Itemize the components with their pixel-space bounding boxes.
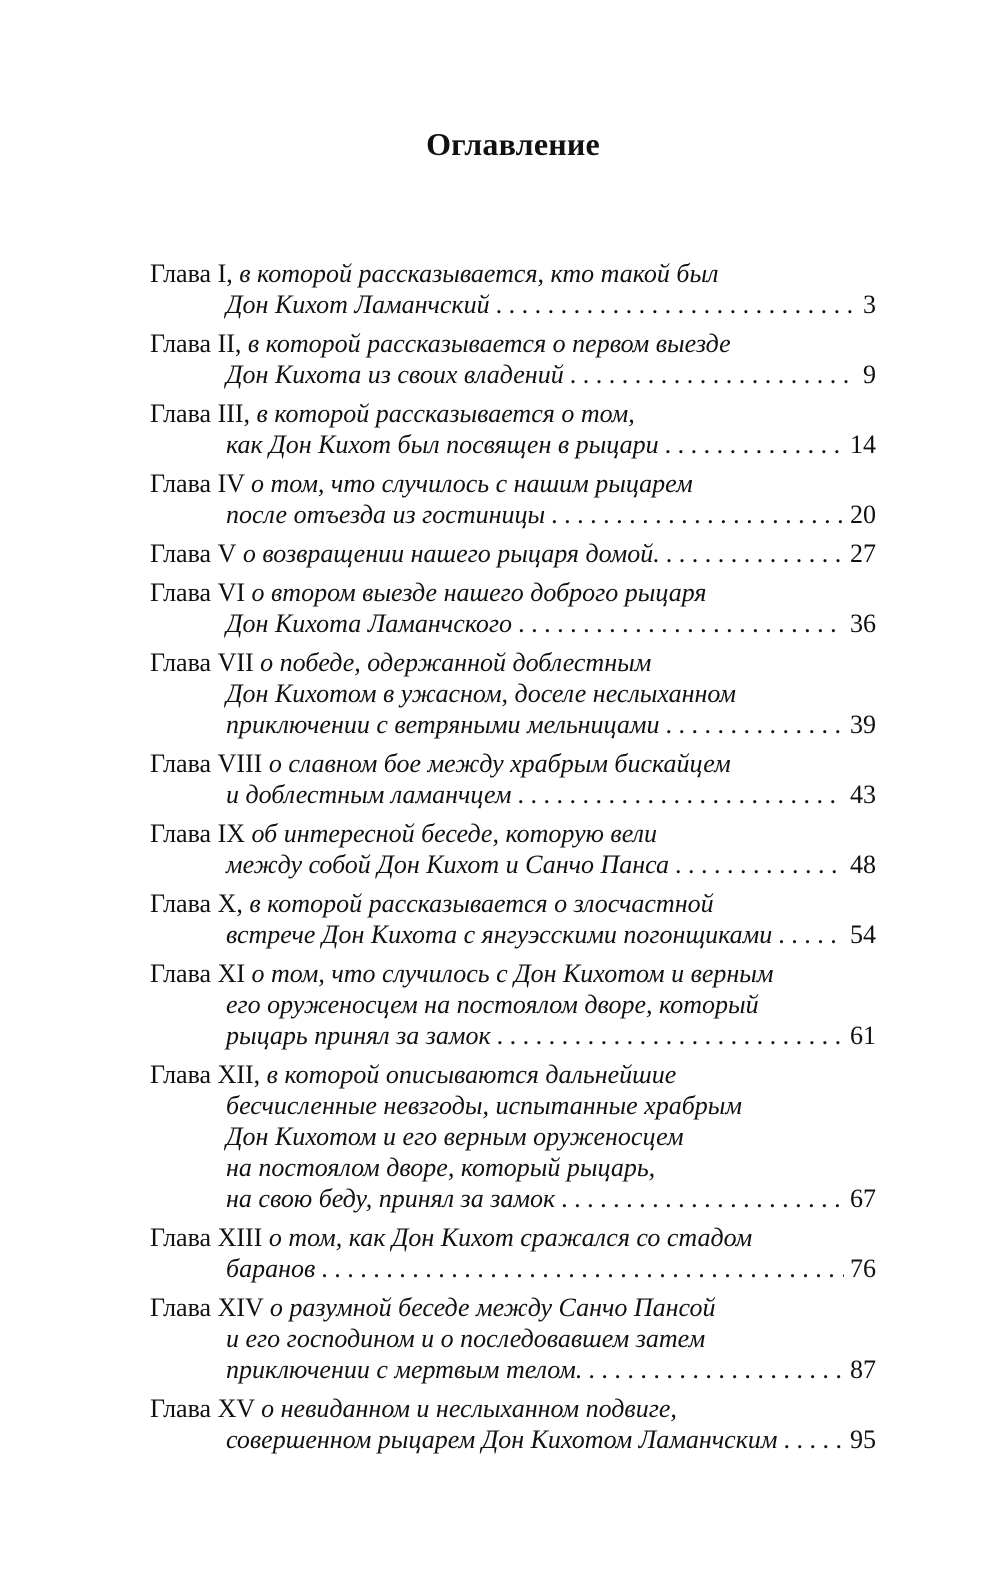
chapter-title-wrap: [226, 1020, 491, 1051]
chapter-title-text: Дон Кихотом и его верным оруженосцем: [226, 1122, 684, 1151]
toc-entry-line: [150, 1090, 876, 1121]
page-number[interactable]: 76: [850, 1254, 876, 1283]
chapter-title-wrap: [226, 1183, 555, 1214]
dot-leader: [772, 919, 844, 950]
chapter-title-wrap: [150, 538, 660, 569]
page-number[interactable]: 54: [850, 920, 876, 949]
chapter-title-text: об интересной беседе, которую вели: [251, 819, 657, 848]
toc-entry[interactable]: [150, 1292, 876, 1385]
chapter-title-text: о победе, одержанной доблестным: [260, 648, 652, 677]
chapter-label: Глава IX: [150, 819, 245, 848]
toc-entry[interactable]: [150, 748, 876, 810]
dot-leader: [512, 608, 844, 639]
dot-leader: [545, 499, 844, 530]
chapter-title-text: совершенном рыцарем Дон Кихотом Ламанчским: [226, 1425, 778, 1454]
dot-leader: [512, 779, 844, 810]
toc-entry-line: [150, 1121, 876, 1152]
chapter-title-text: Дон Кихотом в ужасном, доселе неслыханном: [226, 679, 736, 708]
toc-entry-line: [150, 577, 876, 608]
chapter-label: Глава XIII: [150, 1223, 263, 1252]
toc-entry-line: [150, 958, 876, 989]
chapter-title-wrap: [226, 429, 659, 460]
chapter-title-text: Дон Кихота Ламанчского: [226, 609, 513, 638]
toc-entry[interactable]: [150, 577, 876, 639]
chapter-title-text: приключении с ветряными мельницами: [226, 710, 660, 739]
chapter-title-text: о том, как Дон Кихот сражался со стадом: [268, 1223, 753, 1252]
dot-leader: [490, 289, 857, 320]
page-number[interactable]: 95: [850, 1425, 876, 1454]
chapter-title-text: баранов: [226, 1254, 316, 1283]
page-number[interactable]: 27: [850, 539, 876, 568]
toc-entry-line: [150, 1323, 876, 1354]
dot-leader: [555, 1183, 844, 1214]
toc-entry-last-line: [150, 919, 876, 950]
toc-entry-last-line: [150, 709, 876, 740]
dot-leader: [777, 1424, 844, 1455]
chapter-label: Глава XIV: [150, 1293, 264, 1322]
chapter-title-text: на постоялом дворе, который рыцарь,: [226, 1153, 656, 1182]
chapter-title-wrap: [226, 289, 490, 320]
toc-entry-line: [150, 818, 876, 849]
chapter-title-text: Дон Кихота из своих владений: [226, 360, 564, 389]
chapter-label: Глава V: [150, 539, 237, 568]
toc-entry[interactable]: [150, 1393, 876, 1455]
toc-entry-line: [150, 398, 876, 429]
toc-entry-last-line: [150, 779, 876, 810]
chapter-title-wrap: [226, 1424, 777, 1455]
chapter-title-text: о том, что случилось с Дон Кихотом и верным: [251, 959, 774, 988]
chapter-title-text: как Дон Кихот был посвящен в рыцари: [226, 430, 659, 459]
toc-entry-line: [150, 1393, 876, 1424]
chapter-title-text: и его господином и о последовавшем затем: [226, 1324, 706, 1353]
page-number[interactable]: 87: [850, 1355, 876, 1384]
chapter-label: Глава XII,: [150, 1060, 261, 1089]
toc-entry[interactable]: [150, 538, 876, 569]
page-number[interactable]: 48: [850, 850, 876, 879]
toc-entry[interactable]: [150, 1059, 876, 1214]
chapter-title-wrap: [226, 359, 564, 390]
page-number[interactable]: 20: [850, 500, 876, 529]
chapter-title-text: его оруженосцем на постоялом дворе, который: [226, 990, 759, 1019]
chapter-title-text: бесчисленные невзгоды, испытанные храбрым: [226, 1091, 742, 1120]
chapter-title-text: о разумной беседе между Санчо Пансой: [269, 1293, 716, 1322]
toc-entry-line: [150, 258, 876, 289]
chapter-label: Глава III,: [150, 399, 251, 428]
toc-entry-last-line: [150, 289, 876, 320]
toc-entry[interactable]: [150, 328, 876, 390]
chapter-title-text: в которой рассказывается о первом выезде: [247, 329, 731, 358]
dot-leader: [659, 709, 844, 740]
toc-entry[interactable]: [150, 818, 876, 880]
chapter-title-wrap: [226, 919, 772, 950]
chapter-label: Глава II,: [150, 329, 242, 358]
table-of-contents: [150, 258, 876, 1463]
chapter-label: Глава X,: [150, 889, 243, 918]
toc-entry-last-line: [150, 1354, 876, 1385]
chapter-title-text: в которой описываются дальнейшие: [266, 1060, 677, 1089]
toc-entry[interactable]: [150, 398, 876, 460]
toc-entry-last-line: [150, 849, 876, 880]
chapter-title-text: о славном бое между храбрым бискайцем: [268, 749, 731, 778]
chapter-title-text: приключении с мертвым телом.: [226, 1355, 583, 1384]
toc-entry-line: [150, 678, 876, 709]
dot-leader: [669, 849, 844, 880]
page-number[interactable]: 61: [850, 1021, 876, 1050]
toc-entry[interactable]: [150, 1222, 876, 1284]
toc-entry-last-line: [150, 1424, 876, 1455]
toc-entry[interactable]: [150, 647, 876, 740]
chapter-title-text: на свою беду, принял за замок: [226, 1184, 556, 1213]
toc-entry-last-line: [150, 499, 876, 530]
toc-entry-line: [150, 989, 876, 1020]
toc-entry-last-line: [150, 429, 876, 460]
page-number[interactable]: 67: [850, 1184, 876, 1213]
chapter-title-text: о втором выезде нашего доброго рыцаря: [251, 578, 707, 607]
chapter-title-wrap: [226, 499, 545, 530]
chapter-title-text: о том, что случилось с нашим рыцарем: [251, 469, 693, 498]
dot-leader: [564, 359, 857, 390]
toc-entry-line: [150, 328, 876, 359]
chapter-title-wrap: [226, 709, 659, 740]
chapter-title-text: в которой рассказывается, кто такой был: [239, 259, 719, 288]
toc-entry-last-line: [150, 1253, 876, 1284]
toc-entry-last-line: [150, 608, 876, 639]
chapter-title-text: рыцарь принял за замок: [226, 1021, 491, 1050]
chapter-title-text: о невиданном и неслыханном подвиге,: [261, 1394, 677, 1423]
toc-entry-line: [150, 647, 876, 678]
page-number[interactable]: 9: [863, 360, 876, 389]
chapter-title-wrap: [226, 779, 512, 810]
page-number[interactable]: 43: [850, 780, 876, 809]
chapter-title-text: после отъезда из гостиницы: [226, 500, 546, 529]
dot-leader: [660, 538, 844, 569]
page-title: Оглавление: [426, 126, 600, 162]
page-number[interactable]: 3: [863, 290, 876, 319]
toc-entry-line: [150, 1059, 876, 1090]
chapter-title-text: о возвращении нашего рыцаря домой.: [242, 539, 660, 568]
toc-entry-last-line: [150, 1183, 876, 1214]
chapter-title-wrap: [226, 849, 669, 880]
toc-entry[interactable]: [150, 888, 876, 950]
chapter-title-text: в которой рассказывается о злосчастной: [249, 889, 714, 918]
chapter-label: Глава XI: [150, 959, 245, 988]
dot-leader: [491, 1020, 844, 1051]
toc-entry-line: [150, 1292, 876, 1323]
chapter-label: Глава VII: [150, 648, 254, 677]
chapter-label: Глава VIII: [150, 749, 263, 778]
chapter-title-wrap: [226, 1354, 582, 1385]
chapter-title-text: Дон Кихот Ламанчский: [226, 290, 490, 319]
chapter-title-text: между собой Дон Кихот и Санчо Панса: [226, 850, 670, 879]
chapter-title-text: в которой рассказывается о том,: [256, 399, 635, 428]
toc-entry[interactable]: [150, 468, 876, 530]
dot-leader: [582, 1354, 844, 1385]
chapter-title-text: и доблестным ламанчцем: [226, 780, 512, 809]
toc-entry-last-line: [150, 1020, 876, 1051]
chapter-title-wrap: [226, 1253, 315, 1284]
toc-entry-last-line: [150, 538, 876, 569]
toc-entry-line: [150, 748, 876, 779]
toc-entry-line: [150, 1222, 876, 1253]
chapter-label: Глава VI: [150, 578, 245, 607]
dot-leader: [659, 429, 844, 460]
toc-entry-line: [150, 1152, 876, 1183]
chapter-label: Глава XV: [150, 1394, 255, 1423]
page-number[interactable]: 14: [850, 430, 876, 459]
toc-entry-line: [150, 888, 876, 919]
chapter-title-text: встрече Дон Кихота с янгуэсскими погонщиками: [226, 920, 773, 949]
chapter-label: Глава IV: [150, 469, 245, 498]
toc-entry-line: [150, 468, 876, 499]
toc-entry[interactable]: [150, 258, 876, 320]
dot-leader: [315, 1253, 844, 1284]
toc-entry-last-line: [150, 359, 876, 390]
page-number[interactable]: 36: [850, 609, 876, 638]
chapter-title-wrap: [226, 608, 512, 639]
page-number[interactable]: 39: [850, 710, 876, 739]
chapter-label: Глава I,: [150, 259, 233, 288]
toc-entry[interactable]: [150, 958, 876, 1051]
